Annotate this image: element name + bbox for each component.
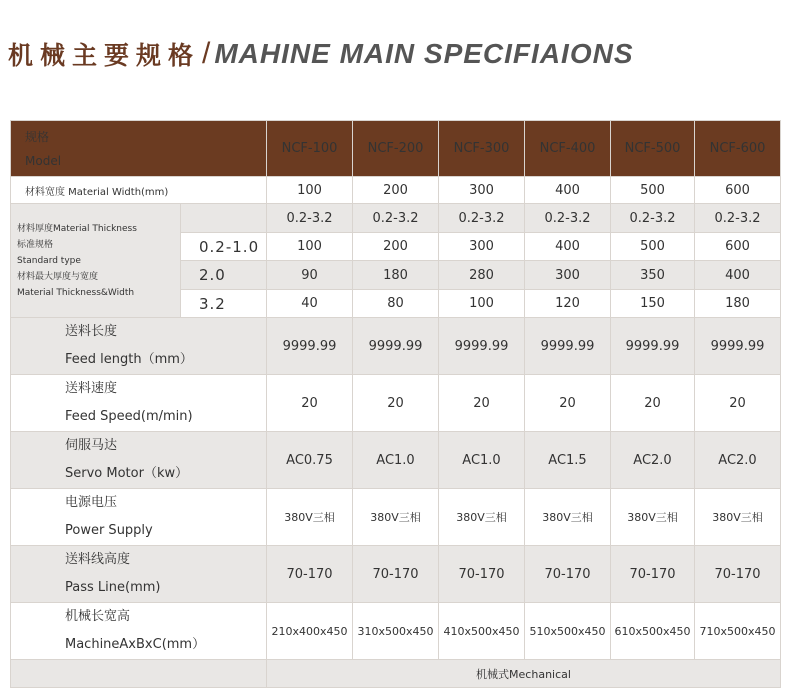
table-cell: 20 [525, 375, 611, 432]
table-cell: 40 [267, 290, 353, 318]
table-cell: 380V三相 [525, 489, 611, 546]
row-label-en: Servo Motor（kw） [65, 466, 189, 481]
row-label [11, 660, 267, 688]
table-cell: 100 [267, 177, 353, 204]
row-label-cn: 送料线高度 [65, 552, 131, 567]
model-header: NCF-100 [267, 121, 353, 177]
table-cell: 9999.99 [611, 318, 695, 375]
header-row [11, 121, 781, 177]
row-label [11, 603, 267, 660]
table-cell: 400 [525, 233, 611, 261]
page-title [8, 34, 634, 74]
model-header: NCF-500 [611, 121, 695, 177]
row-label-cn: 电源电压 [65, 495, 118, 510]
table-cell: 70-170 [695, 546, 781, 603]
table-cell: 100 [439, 290, 525, 318]
model-header: NCF-600 [695, 121, 781, 177]
row-label-en: Feed length（mm） [65, 352, 193, 367]
table-cell: 610x500x450 [611, 603, 695, 660]
table-cell: 0.2-3.2 [267, 204, 353, 233]
table-cell: 300 [439, 233, 525, 261]
table-row-power [11, 489, 781, 546]
title-chinese: 机械主要规格 [8, 41, 201, 70]
table-cell: 80 [353, 290, 439, 318]
table-cell: 400 [695, 261, 781, 290]
table-cell: 410x500x450 [439, 603, 525, 660]
row-label-cn: 送料长度 [65, 324, 118, 339]
row-label-line: Material Thickness&Width [17, 287, 135, 298]
thickness-value: 3.2 [181, 290, 267, 318]
table-row-feed-speed [11, 375, 781, 432]
table-cell: 310x500x450 [353, 603, 439, 660]
table-cell: 0.2-3.2 [525, 204, 611, 233]
footer-note: 机械式Mechanical [267, 660, 781, 688]
table-cell: 380V三相 [695, 489, 781, 546]
row-label-cn: 送料速度 [65, 381, 118, 396]
table-row-pass-line [11, 546, 781, 603]
table-cell: AC1.0 [439, 432, 525, 489]
table-cell: 500 [611, 177, 695, 204]
table-row-servo [11, 432, 781, 489]
row-label [11, 432, 267, 489]
row-label-en: Pass Line(mm) [65, 580, 161, 595]
table-cell: 9999.99 [525, 318, 611, 375]
thickness-group-label [11, 204, 181, 318]
table-cell: 9999.99 [439, 318, 525, 375]
header-label-en: Model [25, 153, 62, 168]
table-cell: 90 [267, 261, 353, 290]
table-cell: AC1.0 [353, 432, 439, 489]
table-cell: 200 [353, 177, 439, 204]
table-cell: 280 [439, 261, 525, 290]
thickness-value: 2.0 [181, 261, 267, 290]
thickness-value: 0.2-1.0 [181, 233, 267, 261]
header-label [11, 121, 267, 177]
table-cell: 350 [611, 261, 695, 290]
table-cell: 0.2-3.2 [611, 204, 695, 233]
row-label-line: 材料厚度Material Thickness [17, 223, 137, 234]
table-cell: 300 [439, 177, 525, 204]
table-cell: 510x500x450 [525, 603, 611, 660]
row-label-line: Standard type [17, 255, 81, 266]
table-cell: 70-170 [611, 546, 695, 603]
header-label-cn: 规格 [25, 129, 50, 144]
table-cell: 150 [611, 290, 695, 318]
table-cell: 380V三相 [353, 489, 439, 546]
row-label [11, 375, 267, 432]
row-label-en: Power Supply [65, 523, 153, 538]
table-row-thickness [11, 204, 781, 233]
thickness-value [181, 204, 267, 233]
table-row-width [11, 177, 781, 204]
table-cell: 20 [695, 375, 781, 432]
table-row-machine [11, 603, 781, 660]
table-cell: AC2.0 [695, 432, 781, 489]
table-cell: 400 [525, 177, 611, 204]
table-cell: 0.2-3.2 [353, 204, 439, 233]
table-cell: 20 [439, 375, 525, 432]
table-cell: 120 [525, 290, 611, 318]
table-cell: 600 [695, 233, 781, 261]
table-cell: 70-170 [525, 546, 611, 603]
table-cell: AC0.75 [267, 432, 353, 489]
table-row-footer [11, 660, 781, 688]
row-label-line: 材料最大厚度与宽度 [17, 271, 99, 282]
title-slash: / [202, 37, 211, 70]
row-label [11, 318, 267, 375]
table-cell: 70-170 [353, 546, 439, 603]
table-cell: 100 [267, 233, 353, 261]
row-label-en: Feed Speed(m/min) [65, 409, 193, 424]
title-english: MAHINE MAIN SPECIFIAIONS [214, 38, 634, 69]
row-label [11, 546, 267, 603]
table-cell: 0.2-3.2 [695, 204, 781, 233]
table-cell: 300 [525, 261, 611, 290]
model-header: NCF-400 [525, 121, 611, 177]
table-cell: 710x500x450 [695, 603, 781, 660]
table-row-feed-length [11, 318, 781, 375]
table-cell: 20 [267, 375, 353, 432]
table-cell: 180 [353, 261, 439, 290]
spec-table [10, 120, 781, 688]
table-cell: 20 [611, 375, 695, 432]
row-label: 材料宽度 Material Width(mm) [11, 177, 267, 204]
table-cell: 600 [695, 177, 781, 204]
table-cell: 210x400x450 [267, 603, 353, 660]
table-cell: 0.2-3.2 [439, 204, 525, 233]
table-cell: 70-170 [267, 546, 353, 603]
row-label-cn: 机械长宽高 [65, 609, 131, 624]
row-label-line: 标准规格 [17, 239, 54, 250]
table-cell: 380V三相 [611, 489, 695, 546]
table-cell: 20 [353, 375, 439, 432]
table-cell: 9999.99 [267, 318, 353, 375]
table-cell: AC1.5 [525, 432, 611, 489]
table-cell: 380V三相 [267, 489, 353, 546]
table-cell: 9999.99 [695, 318, 781, 375]
table-cell: 70-170 [439, 546, 525, 603]
table-cell: 180 [695, 290, 781, 318]
table-cell: 200 [353, 233, 439, 261]
table-cell: 500 [611, 233, 695, 261]
model-header: NCF-300 [439, 121, 525, 177]
table-cell: 9999.99 [353, 318, 439, 375]
row-label-cn: 伺服马达 [65, 438, 118, 453]
table-cell: 380V三相 [439, 489, 525, 546]
table-cell: AC2.0 [611, 432, 695, 489]
row-label-en: MachineAxBxC(mm） [65, 637, 206, 652]
model-header: NCF-200 [353, 121, 439, 177]
row-label [11, 489, 267, 546]
